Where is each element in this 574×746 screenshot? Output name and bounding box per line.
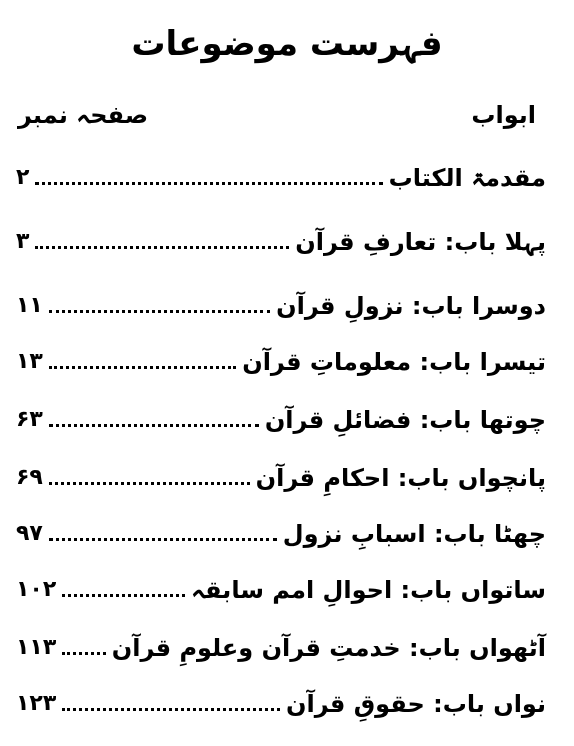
page-title: فہرست موضوعات [131, 24, 443, 64]
chapters-column-header: ابواب [471, 101, 536, 129]
leader-dots [49, 310, 270, 313]
toc-entry-title: نواں باب: حقوقِ قرآن [285, 690, 546, 718]
leader-dots [35, 182, 382, 185]
toc-entry-page: ۹۷ [16, 521, 43, 546]
toc-entry-page: ۱۲۳ [16, 691, 57, 716]
toc-entry-title: چوتھا باب: فضائلِ قرآن [264, 406, 546, 434]
leader-dots [62, 708, 280, 711]
toc-entry-page: ۲ [16, 165, 30, 190]
toc-entry-page: ۱۰۲ [16, 577, 57, 602]
toc-entry [16, 460, 546, 496]
toc-entry-title: ساتواں باب: احوالِ امم سابقہ [190, 576, 546, 604]
toc-entry [16, 572, 546, 608]
toc-entry [16, 686, 546, 722]
leader-dots [62, 594, 185, 597]
leader-dots [49, 366, 236, 369]
toc-entry [16, 288, 546, 324]
toc-entry [16, 630, 546, 666]
toc-entry-page: ۱۱ [16, 293, 43, 318]
toc-entry-page: ۳ [16, 229, 30, 254]
toc-entry [16, 160, 546, 196]
leader-dots [49, 424, 259, 427]
toc-entry-title: چھٹا باب: اسبابِ نزول [282, 520, 546, 548]
toc-entry-page: ۱۳ [16, 349, 43, 374]
page-number-column-header: صفحہ نمبر [18, 101, 149, 129]
toc-entry-title: تیسرا باب: معلوماتِ قرآن [242, 348, 546, 376]
toc-entry-page: ۶۹ [16, 465, 43, 490]
toc-entry-title: آٹھواں باب: خدمتِ قرآن وعلومِ قرآن [111, 634, 546, 662]
toc-entry-title: دوسرا باب: نزولِ قرآن [276, 292, 546, 320]
toc-entry [16, 402, 546, 438]
toc-entry-title: پانچواں باب: احکامِ قرآن [255, 464, 546, 492]
toc-entry-title: پہلا باب: تعارفِ قرآن [295, 228, 546, 256]
toc-entry-title: مقدمۃ الکتاب [388, 164, 546, 192]
leader-dots [49, 538, 277, 541]
toc-entry-page: ۶۳ [16, 407, 43, 432]
toc-entry-page: ۱۱۳ [16, 635, 57, 660]
toc-entry [16, 516, 546, 552]
toc-entry [16, 224, 546, 260]
leader-dots [49, 482, 250, 485]
leader-dots [35, 246, 289, 249]
leader-dots [62, 652, 105, 655]
toc-entry [16, 344, 546, 380]
